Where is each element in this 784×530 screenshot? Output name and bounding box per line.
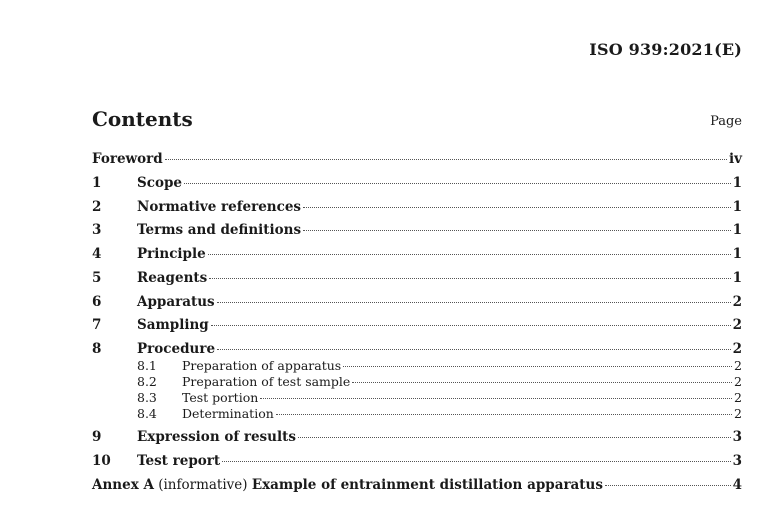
dot-leader: [298, 437, 731, 438]
contents-heading: Contents: [92, 107, 193, 131]
toc-entry-sampling[interactable]: [92, 316, 742, 334]
toc-entry-foreword[interactable]: [92, 150, 742, 168]
dot-leader: [605, 485, 731, 486]
toc-annex-title: [92, 476, 603, 494]
toc-title: Procedure: [137, 341, 216, 357]
toc-page: 3: [732, 453, 742, 469]
toc-page: 2: [732, 294, 742, 310]
toc-title: Apparatus: [137, 294, 215, 310]
toc-number: 3: [92, 222, 102, 238]
dot-leader: [343, 366, 732, 367]
toc-entry-principle[interactable]: [92, 245, 742, 263]
toc-page: 1: [732, 222, 742, 238]
toc-entry-apparatus[interactable]: [92, 293, 742, 311]
toc-page: 2: [734, 374, 742, 389]
toc-page: 1: [732, 270, 742, 286]
toc-page: 1: [732, 246, 742, 262]
toc-entry-determination[interactable]: [92, 405, 742, 423]
toc-number: 4: [92, 246, 102, 262]
page-column-label: Page: [710, 114, 742, 129]
toc-page: 2: [734, 390, 742, 405]
dot-leader: [211, 325, 731, 326]
toc-entry-scope[interactable]: [92, 174, 742, 192]
toc-number: 8: [92, 341, 102, 357]
toc-page: 1: [732, 199, 742, 215]
toc-title: Normative references: [137, 199, 302, 215]
toc-number: 10: [92, 453, 111, 469]
toc-title: Preparation of apparatus: [182, 358, 342, 373]
dot-leader: [217, 302, 731, 303]
toc-page: 2: [734, 358, 742, 373]
toc-title: Principle: [137, 246, 206, 262]
dot-leader: [260, 398, 732, 399]
toc-page: 3: [732, 429, 742, 445]
toc-title: Scope: [137, 175, 183, 191]
toc-number: 7: [92, 317, 102, 333]
annex-title: Example of entrainment distillation apparatus: [251, 477, 603, 493]
toc-page: 1: [732, 175, 742, 191]
toc-number: 8.4: [137, 406, 157, 421]
toc-entry-annex-a[interactable]: [92, 476, 742, 494]
toc-number: 6: [92, 294, 102, 310]
annex-qualifier: (informative): [153, 477, 252, 493]
toc-entry-expression-of-results[interactable]: [92, 428, 742, 446]
toc-title: Reagents: [137, 270, 208, 286]
dot-leader: [184, 183, 731, 184]
toc-title: Terms and definitions: [137, 222, 302, 238]
toc-page: 2: [732, 341, 742, 357]
dot-leader: [303, 207, 731, 208]
dot-leader: [165, 159, 727, 160]
dot-leader: [303, 230, 731, 231]
toc-entry-test-report[interactable]: [92, 452, 742, 470]
toc-entry-terms-and-definitions[interactable]: [92, 221, 742, 239]
toc-entry-procedure[interactable]: [92, 340, 742, 358]
toc-entry-normative-references[interactable]: [92, 198, 742, 216]
dot-leader: [352, 382, 732, 383]
dot-leader: [222, 461, 730, 462]
toc-number: 9: [92, 429, 102, 445]
toc-page: 4: [732, 477, 742, 493]
dot-leader: [208, 254, 731, 255]
toc-title: Test portion: [182, 390, 259, 405]
toc-title: Sampling: [137, 317, 209, 333]
dot-leader: [217, 349, 731, 350]
toc-page: 2: [732, 317, 742, 333]
toc-title: Expression of results: [137, 429, 296, 445]
toc-page: 2: [734, 406, 742, 421]
toc-number: 2: [92, 199, 102, 215]
toc-entry-reagents[interactable]: [92, 269, 742, 287]
toc-title: Determination: [182, 406, 274, 421]
dot-leader: [209, 278, 730, 279]
annex-prefix: Annex A: [92, 477, 154, 493]
toc-title: Foreword: [92, 151, 163, 167]
toc-title: Preparation of test sample: [182, 374, 351, 389]
toc-page: iv: [729, 151, 742, 167]
toc-number: 1: [92, 175, 102, 191]
document-id: ISO 939:2021(E): [589, 40, 742, 59]
toc-number: 8.1: [137, 358, 157, 373]
toc-title: Test report: [137, 453, 221, 469]
toc-number: 8.3: [137, 390, 157, 405]
dot-leader: [276, 414, 732, 415]
toc-number: 5: [92, 270, 102, 286]
toc-number: 8.2: [137, 374, 157, 389]
